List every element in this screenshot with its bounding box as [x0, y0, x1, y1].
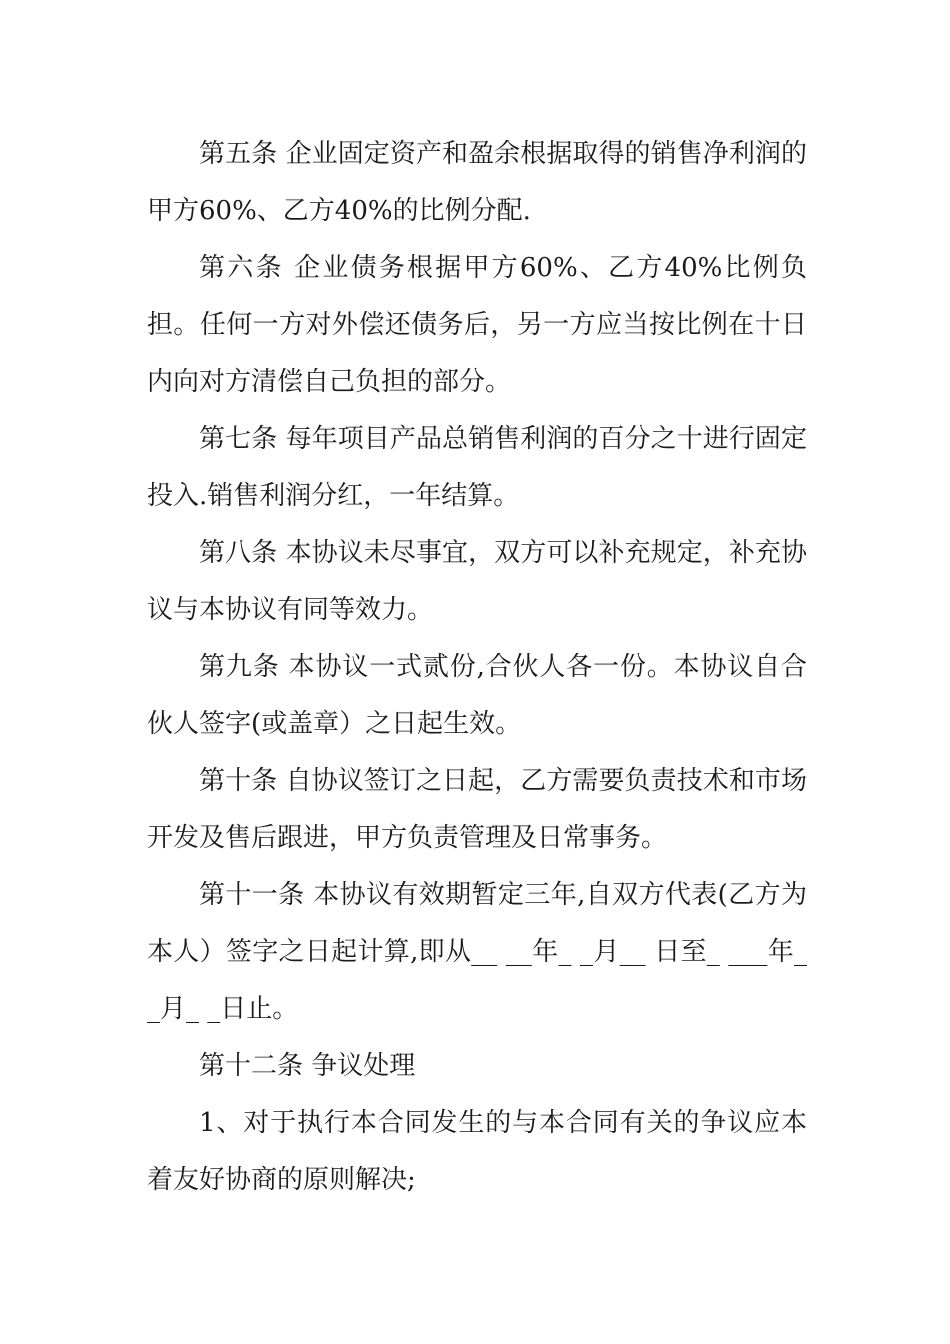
article-5: 第五条 企业固定资产和盈余根据取得的销售净利润的甲方60%、乙方40%的比例分配.	[147, 139, 807, 226]
article-8: 第八条 本协议未尽事宜，双方可以补充规定，补充协议与本协议有同等效力。	[147, 538, 807, 625]
article-12-heading: 第十二条 争议处理	[199, 1051, 416, 1081]
article-12-clause-1: 1、对于执行本合同发生的与本合同有关的争议应本着友好协商的原则解决;	[147, 1108, 807, 1195]
article-9: 第九条 本协议一式贰份,合伙人各一份。本协议自合伙人签字(或盖章）之日起生效。	[147, 652, 807, 739]
article-7: 第七条 每年项目产品总销售利润的百分之十进行固定投入.销售利润分红，一年结算。	[147, 424, 807, 511]
article-11: 第十一条 本协议有效期暂定三年,自双方代表(乙方为本人）签字之日起计算,即从__ __年_ _月__ 日至_ ___年_ _月_ _日止。	[147, 880, 807, 1024]
article-6: 第六条 企业债务根据甲方60%、乙方40%比例负担。任何一方对外偿还债务后，另一方应当按比例在十日内向对方清偿自己负担的部分。	[147, 253, 807, 397]
document-body	[147, 126, 807, 1209]
article-10: 第十条 自协议签订之日起，乙方需要负责技术和市场开发及售后跟进，甲方负责管理及日常事务。	[147, 766, 807, 853]
